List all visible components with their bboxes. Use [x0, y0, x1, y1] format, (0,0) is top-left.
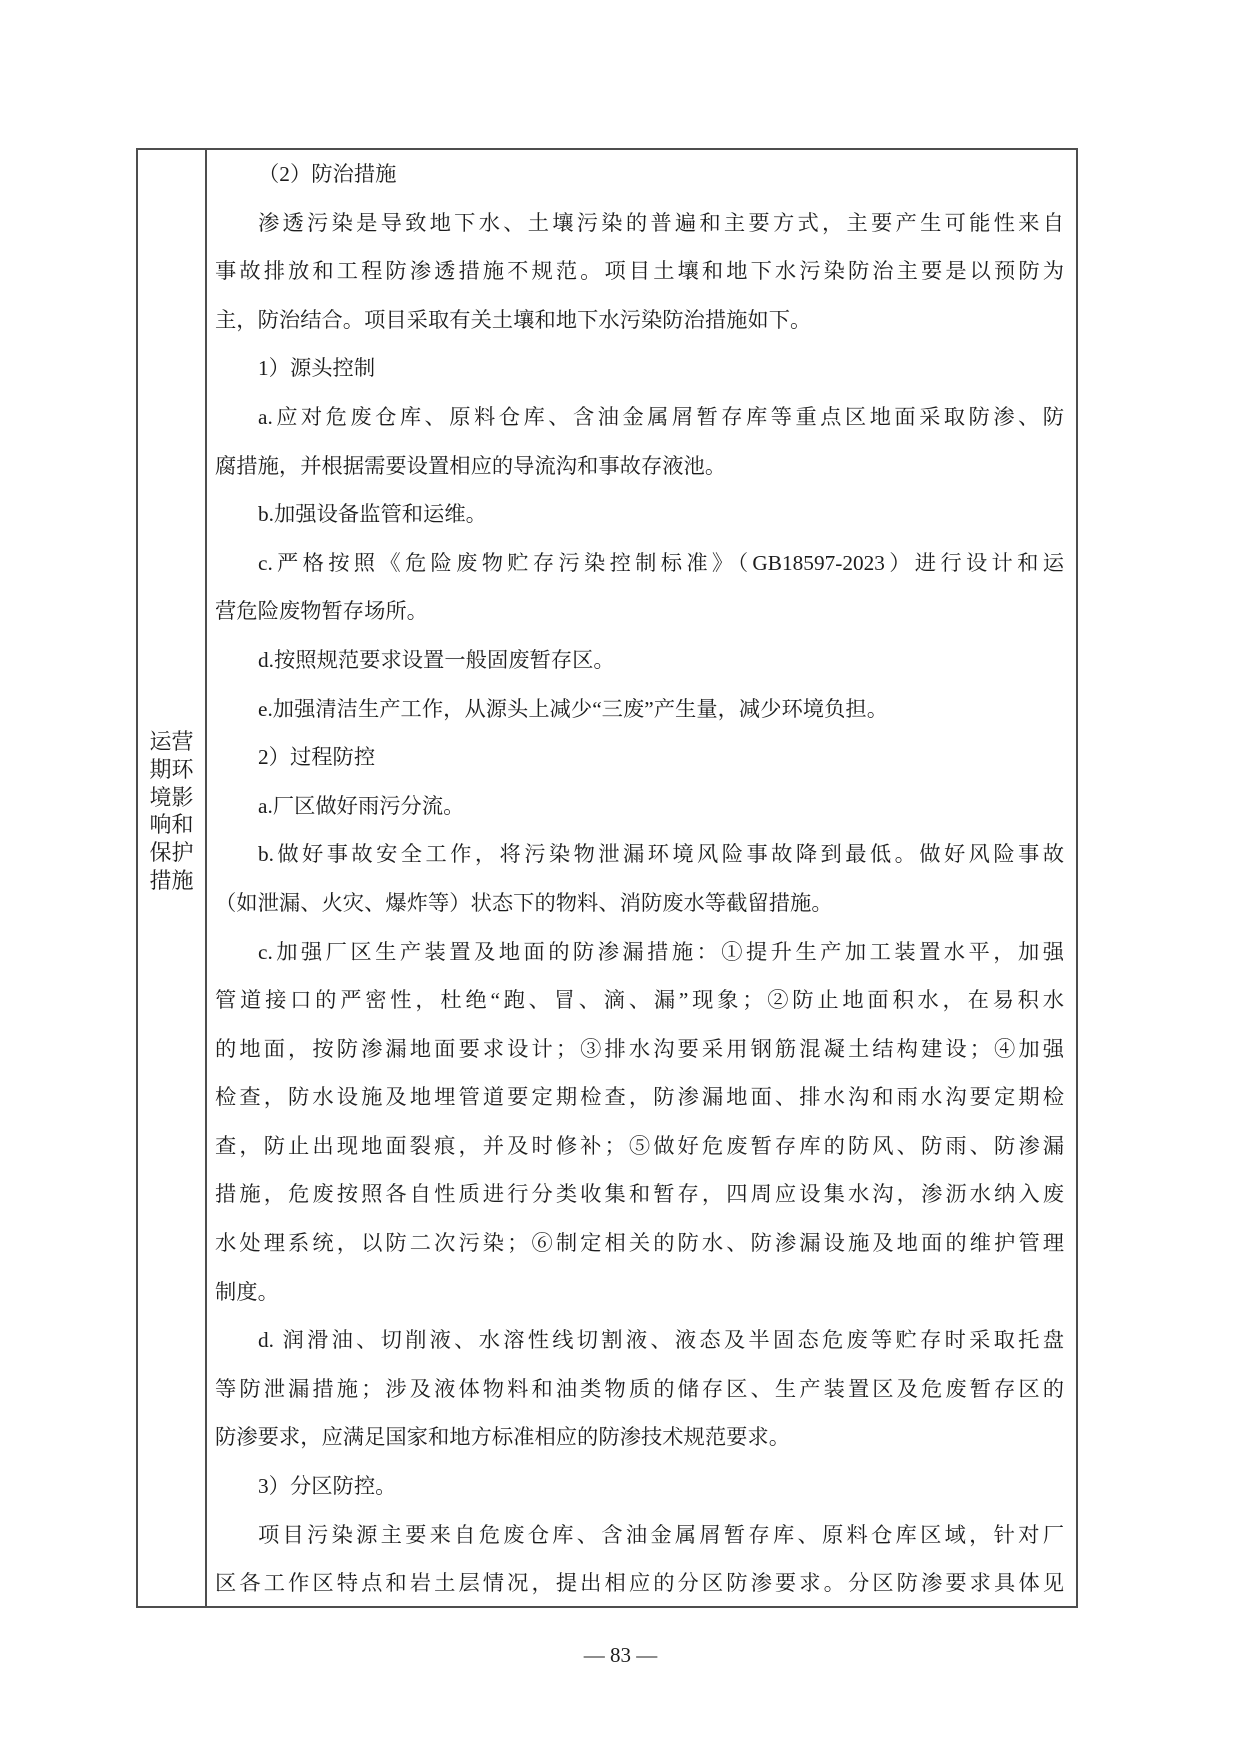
row-header-label-line: 保护: [149, 840, 194, 866]
text-line: 检查，防水设施及地埋管道要定期检查，防渗漏地面、排水沟和雨水沟要定期检: [215, 1085, 1064, 1110]
text-line: d. 润滑油、切削液、水溶性线切割液、液态及半固态危废等贮存时采取托盘: [258, 1328, 1064, 1353]
text-line: b.加强设备监管和运维。: [258, 502, 487, 527]
table-content-cell: [207, 150, 1076, 1606]
text-line: 腐措施，并根据需要设置相应的导流沟和事故存液池。: [215, 453, 727, 478]
row-header-label-line: 运营: [149, 729, 194, 754]
text-line: 项目污染源主要来自危废仓库、含油金属屑暂存库、原料仓库区域，针对厂: [258, 1522, 1064, 1547]
text-line: 营危险废物暂存场所。: [215, 599, 428, 624]
text-line: 水处理系统，以防二次污染；⑥制定相关的防水、防渗漏设施及地面的维护管理: [215, 1231, 1064, 1256]
text-line: 渗透污染是导致地下水、土壤污染的普遍和主要方式，主要产生可能性来自: [258, 210, 1064, 235]
text-line: 主，防治结合。项目采取有关土壤和地下水污染防治措施如下。: [215, 307, 812, 332]
text-line: 的地面，按防渗漏地面要求设计；③排水沟要采用钢筋混凝土结构建设；④加强: [215, 1036, 1064, 1061]
text-line: a.厂区做好雨污分流。: [258, 793, 465, 818]
row-header-label: [138, 728, 205, 895]
row-header-label-line: 措施: [149, 867, 194, 893]
text-line: 事故排放和工程防渗透措施不规范。项目土壤和地下水污染防治主要是以预防为: [215, 259, 1064, 284]
page-number: — 83 —: [583, 1643, 658, 1667]
measures-table: [136, 148, 1078, 1608]
text-line: 措施，危废按照各自性质进行分类收集和暂存，四周应设集水沟，渗沥水纳入废: [215, 1182, 1064, 1207]
text-line: 查，防止出现地面裂痕，并及时修补；⑤做好危废暂存库的防风、防雨、防渗漏: [215, 1133, 1064, 1158]
row-header-label-line: 境影: [149, 784, 194, 810]
text-line: 管道接口的严密性，杜绝“跑、冒、滴、漏”现象；②防止地面积水，在易积水: [215, 988, 1064, 1013]
text-line: （如泄漏、火灾、爆炸等）状态下的物料、消防废水等截留措施。: [215, 890, 833, 915]
text-line: c.严格按照《危险废物贮存污染控制标准》（GB18597-2023）进行设计和运: [258, 550, 1064, 575]
text-line: 区各工作区特点和岩土层情况，提出相应的分区防渗要求。分区防渗要求具体见: [215, 1571, 1064, 1596]
row-header-label-line: 期环: [149, 756, 194, 782]
text-line: d.按照规范要求设置一般固废暂存区。: [258, 647, 615, 672]
table-row-header-cell: [138, 150, 207, 1606]
text-line: b.做好事故安全工作，将污染物泄漏环境风险事故降到最低。做好风险事故: [258, 842, 1064, 867]
text-line: 1）源头控制: [258, 356, 376, 381]
text-line: e.加强清洁生产工作，从源头上减少“三废”产生量，减少环境负担。: [258, 696, 888, 721]
row-header-label-line: 响和: [149, 812, 194, 838]
text-line: 制度。: [215, 1279, 279, 1304]
text-line: 3）分区防控。: [258, 1474, 397, 1499]
text-line: 等防泄漏措施；涉及液体物料和油类物质的储存区、生产装置区及危废暂存区的: [215, 1376, 1064, 1401]
text-line: （2）防治措施: [258, 162, 397, 186]
text-line: a.应对危废仓库、原料仓库、含油金属屑暂存库等重点区地面采取防渗、防: [258, 404, 1064, 429]
text-line: 防渗要求，应满足国家和地方标准相应的防渗技术规范要求。: [215, 1425, 791, 1450]
text-line: 2）过程防控: [258, 745, 376, 770]
text-line: c.加强厂区生产装置及地面的防渗漏措施：①提升生产加工装置水平，加强: [258, 939, 1064, 964]
